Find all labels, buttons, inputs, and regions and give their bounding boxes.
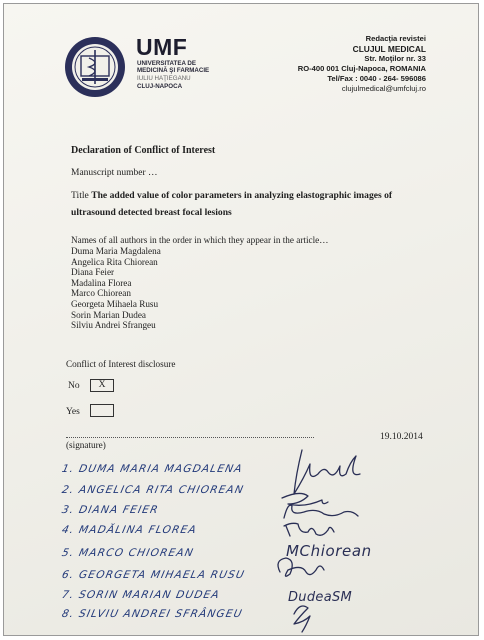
author-name: Duma Maria Magdalena — [71, 246, 161, 256]
no-checkbox[interactable]: X — [90, 379, 114, 392]
address-line-5: Tel/Fax : 0040 - 264- 596086 — [327, 74, 426, 83]
address-line-3: Str. Moţilor nr. 33 — [364, 54, 426, 63]
manuscript-number: Manuscript number … — [71, 168, 158, 178]
logo-line-2: MEDICINĂ ŞI FARMACIE — [137, 67, 210, 74]
title-text-2: ultrasound detected breast focal lesions — [71, 207, 232, 218]
signatures-graphic — [4, 4, 479, 636]
logo-line-3: IULIU HAŢIEGANU — [137, 75, 191, 82]
author-name: Sorin Marian Dudea — [71, 309, 147, 320]
title-prefix: Title — [71, 190, 89, 201]
logo-brand: UMF — [136, 34, 188, 60]
signature-1 — [294, 450, 360, 494]
logo-line-1: UNIVERSITATEA DE — [137, 60, 197, 67]
document-page — [3, 3, 479, 636]
handwritten-name: 5. MARCO CHIOREAN — [60, 547, 196, 559]
address-line-2: CLUJUL MEDICAL — [352, 44, 426, 54]
author-name: Marco Chiorean — [71, 288, 131, 299]
author-name: Diana Feier — [71, 267, 115, 278]
author-name: Angelica Rita Chiorean — [71, 256, 158, 267]
address-line-6: clujulmedical@umfcluj.ro — [341, 84, 426, 93]
signature-4 — [284, 523, 334, 536]
signature-2 — [282, 493, 328, 505]
author-name: Silviu Andrei Sfrangeu — [71, 320, 156, 331]
handwritten-name: 4. MADĂLINA FLOREA — [60, 524, 199, 536]
signature-label: (signature) — [66, 440, 106, 450]
handwritten-name: 3. DIANA FEIER — [60, 504, 160, 516]
author-name: Madalina Florea — [71, 277, 132, 288]
address-line-1: Redacţia revistei — [365, 34, 426, 43]
handwritten-name: 7. SORIN MARIAN DUDEA — [60, 589, 222, 601]
title-text-1: The added value of color parameters in analyzing elastographic images of — [91, 190, 393, 201]
signature-6 — [278, 558, 324, 576]
handwritten-name: 8. SILVIU ANDREI SFRÂNGEU — [60, 608, 244, 620]
coi-heading: Conflict of Interest disclosure — [66, 359, 176, 369]
signature-7: DudeaSM — [288, 590, 353, 605]
no-label: No — [68, 381, 80, 391]
signature-3 — [284, 505, 358, 518]
yes-label: Yes — [66, 407, 80, 417]
logo-line-4: CLUJ-NAPOCA — [137, 83, 183, 90]
date: 19.10.2014 — [380, 432, 423, 442]
author-name: Georgeta Mihaela Rusu — [71, 298, 159, 309]
address-line-4: RO-400 001 Cluj-Napoca, ROMANIA — [297, 64, 426, 73]
handwritten-name: 2. ANGELICA RITA CHIOREAN — [60, 484, 246, 496]
handwritten-name: 1. DUMA MARIA MAGDALENA — [60, 463, 244, 475]
handwritten-name: 6. GEORGETA MIHAELA RUSU — [60, 569, 247, 581]
authors-heading: Names of all authors in the order in which they appear in the article… — [71, 235, 329, 245]
signature-8 — [294, 606, 310, 632]
signature-5: MChiorean — [286, 542, 372, 560]
declaration-heading: Declaration of Conflict of Interest — [71, 145, 216, 156]
